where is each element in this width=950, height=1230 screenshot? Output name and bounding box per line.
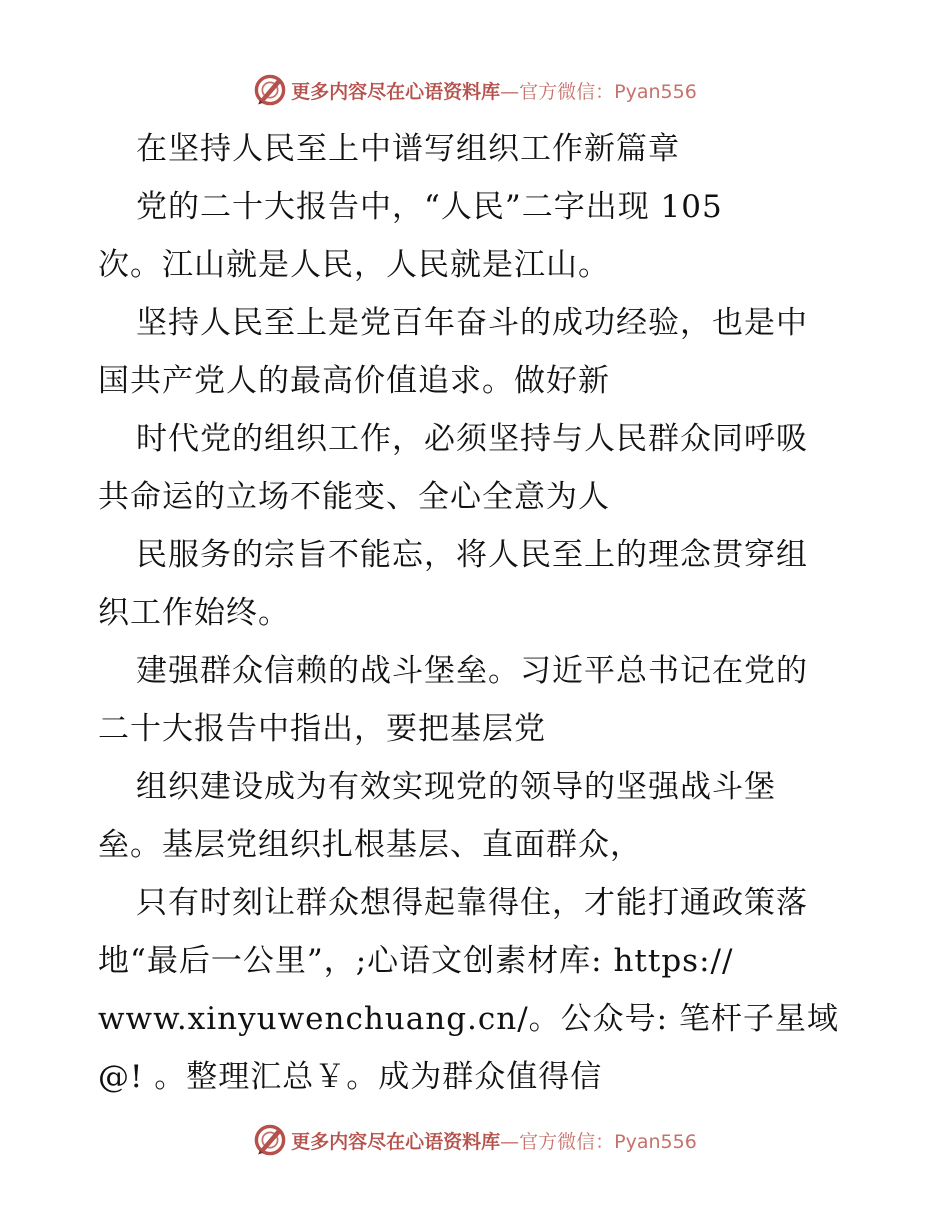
document-body xyxy=(98,120,868,1106)
paragraph-line: @! 。整理汇总￥。成为群众值得信 xyxy=(98,1059,603,1095)
paragraph-line: 次。江山就是人民，人民就是江山。 xyxy=(98,247,610,283)
paragraph-line: 组织建设成为有效实现党的领导的坚强战斗堡 xyxy=(136,769,776,805)
paragraph-line: 地“最后一公里”，;心语文创素材库: https:// xyxy=(98,943,734,979)
pen-logo-icon xyxy=(253,1123,287,1157)
paragraph-line: 垒。基层党组织扎根基层、直面群众， xyxy=(98,827,642,863)
paragraph-line: 二十大报告中指出，要把基层党 xyxy=(98,711,546,747)
footer-watermark-sub: —官方微信：Pyan556 xyxy=(500,1130,697,1153)
header-watermark-sub: —官方微信：Pyan556 xyxy=(500,80,697,103)
paragraph-line: 党的二十大报告中，“人民”二字出现 105 xyxy=(136,189,723,225)
paragraph-line: 建强群众信赖的战斗堡垒。习近平总书记在党的 xyxy=(136,653,808,689)
paragraph-line: 民服务的宗旨不能忘，将人民至上的理念贯穿组 xyxy=(136,537,808,573)
header-watermark-main: 更多内容尽在心语资料库 xyxy=(291,80,501,103)
header-watermark xyxy=(0,70,950,110)
document-title: 在坚持人民至上中谱写组织工作新篇章 xyxy=(136,131,680,167)
paragraph-line: 时代党的组织工作，必须坚持与人民群众同呼吸 xyxy=(136,421,808,457)
footer-watermark-main: 更多内容尽在心语资料库 xyxy=(291,1130,501,1153)
paragraph-line: www.xinyuwenchuang.cn/。公众号: 笔杆子星域 xyxy=(98,1001,839,1037)
pen-logo-icon xyxy=(253,73,287,107)
footer-watermark xyxy=(0,1120,950,1160)
paragraph-line: 只有时刻让群众想得起靠得住，才能打通政策落 xyxy=(136,885,808,921)
paragraph-line: 坚持人民至上是党百年奋斗的成功经验，也是中 xyxy=(136,305,808,341)
paragraph-line: 织工作始终。 xyxy=(98,595,290,631)
paragraph-line: 共命运的立场不能变、全心全意为人 xyxy=(98,479,610,515)
paragraph-line: 国共产党人的最高价值追求。做好新 xyxy=(98,363,610,399)
